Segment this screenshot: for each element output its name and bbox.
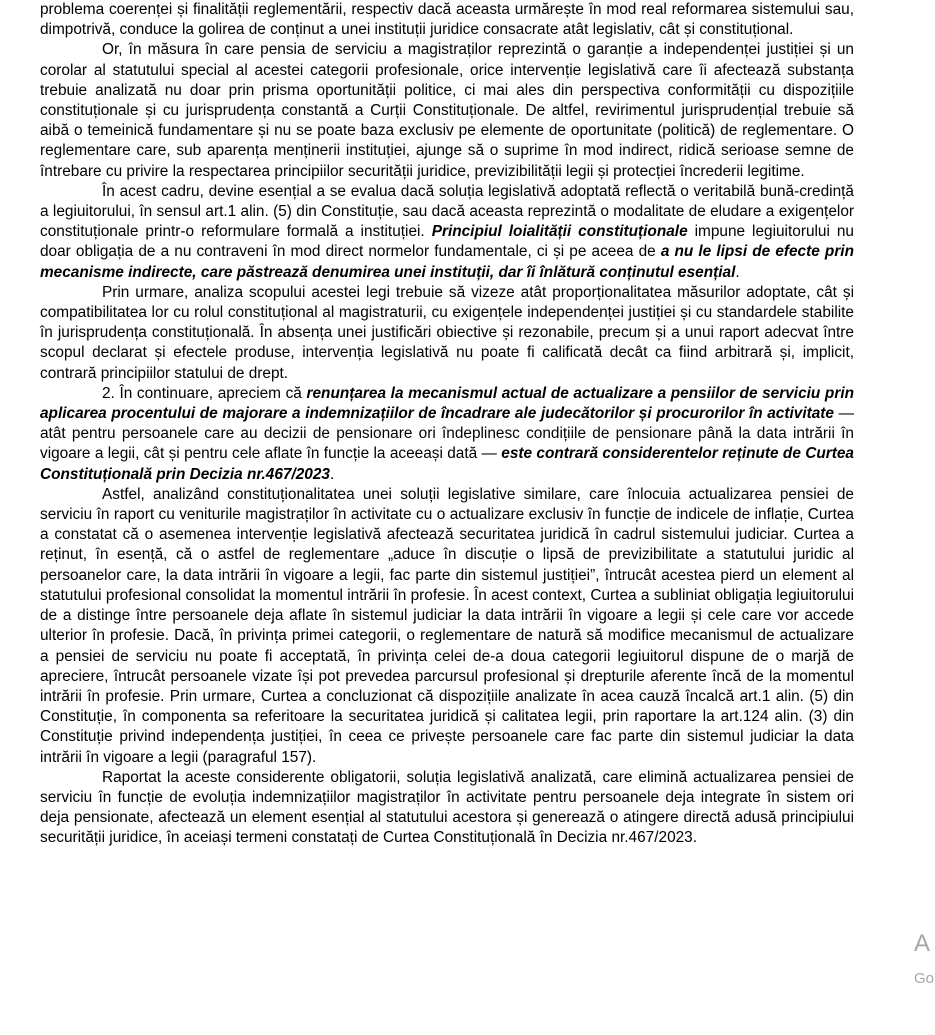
- paragraph-7: [40, 768, 854, 849]
- paragraph-1: [40, 0, 854, 40]
- emphasis-text: a nu le lipsi de efecte prin mecanisme indirecte, care păstrează denumirea unei instituții, dar îi înlătură conținutul esențial: [40, 243, 854, 281]
- paragraph-2: [40, 40, 854, 181]
- paragraph-5: [40, 384, 854, 485]
- text-run: .: [735, 263, 740, 281]
- paragraph-3: [40, 182, 854, 283]
- text-run: În acest cadru, devine esențial a se evalua dacă soluția legislativă adoptată reflectă o veritabilă bună-credință a legiuitorului, în sensul art.1 alin. (5) din Constituție, sau dacă aceasta reprezintă o modalitate de eludare a exigențelor constituționale printr-o reformulare formală a instituției.: [40, 182, 854, 241]
- text-run: impune legiuitorului nu doar obligația de a nu contraveni în mod direct normelor fundamentale, ci și pe aceea de: [40, 223, 854, 261]
- text-run: Prin urmare, analiza scopului acestei legi trebuie să vizeze atât proporționalitatea măsurilor adoptate, cât și compatibilitatea lor cu rolul constituțional al magistraturii, cu exigențele independenței justiției și cu standardele stabilite în jurisprudența constituțională. În absența unei justificări obiective și rezonabile, precum și a unui raport adecvat între scopul declarat și efectele produse, intervenția legislativă nu poate fi calificată decât ca fiind arbitrară și, implicit, contrară principiilor statului de drept.: [40, 283, 854, 382]
- document-body: [40, 0, 854, 849]
- activate-windows-watermark-subtitle: Go: [914, 970, 935, 987]
- text-run: Or, în măsura în care pensia de serviciu a magistraților reprezintă o garanție a independenței justiției și un corolar al statutului special al acestei categorii profesionale, orice intervenție legislativă care îi afectează substanța trebuie analizată nu doar prin prisma oportunității politice, ci mai ales din perspectiva conformității cu dispozițiile constituționale și cu jurisprudența constantă a Curții Constituționale. De altfel, revirimentul jurisprudențial trebuie să aibă o temeinică fundamentare și nu se poate baza exclusiv pe elemente de oportunitate (politică) de reglementare. O reglementare care, sub aparența menținerii instituției, ajunge să o suprime în mod indirect, ridică serioase semne de întrebare cu privire la respectarea principiilor securității juridice, previzibilității legii și protecției încrederii legitime.: [40, 41, 854, 180]
- text-run: problema coerenței și finalității reglementării, respectiv dacă aceasta urmărește în mod real reformarea sistemului sau, dimpotrivă, conduce la golirea de conținut a unei instituții juridice consacrate atât legislativ, cât și constituțional.: [40, 1, 854, 39]
- paragraph-4: [40, 283, 854, 384]
- text-run: .: [329, 465, 335, 483]
- emphasis-text: renunțarea la mecanismul actual de actualizare a pensiilor de serviciu prin aplicarea procentului de majorare a indemnizațiilor de încadrare ale judecătorilor și procurorilor în activitate: [40, 384, 854, 423]
- text-run: Raportat la aceste considerente obligatorii, soluția legislativă analizată, care elimină actualizarea pensiei de serviciu în funcție de evoluția indemnizațiilor magistraților în activitate pentru persoanele deja integrate în sistem ori deja pensionate, afectează un element esențial al statutului acestora și generează o atingere directă adusă principiului securității juridice, în aceiași termeni constatați de Curtea Constituțională în Decizia nr.467/2023.: [40, 768, 854, 847]
- emphasis-text: este contrară considerentelor reținute de Curtea Constituțională prin Decizia nr.467/2023: [40, 445, 854, 483]
- activate-windows-watermark-title: A: [914, 930, 931, 957]
- paragraph-6: [40, 485, 854, 768]
- text-run: — atât pentru persoanele care au decizii de pensionare ori îndeplinesc condițiile de pensionare până la data intrării în vigoare a legii, cât și pentru cele aflate în funcție la aceeași dată —: [40, 405, 854, 463]
- emphasis-text: Principiul loialității constituționale: [431, 223, 688, 241]
- text-run: Astfel, analizând constituționalitatea unei soluții legislative similare, care înlocuia actualizarea pensiei de serviciu în raport cu veniturile magistraților în activitate cu o actualizare exclusiv în funcție de indicele de inflație, Curtea a constatat că o asemenea intervenție legislativă afectează securitatea juridică în cadrul sistemului judiciar. Curtea a reținut, în esență, că o astfel de reglementare „aduce în discuție o lipsă de previzibilitate a statutului juridic al persoanelor care, la data intrării în vigoare a legii, fac parte din sistemul justiției”, întrucât acestea pierd un element al statutului profesional consolidat la momentul intrării în profesie. În acest context, Curtea a subliniat obligația legiuitorului de a distinge între persoanele deja aflate în sistemul judiciar la data intrării în vigoare a legii și cele care vor accede ulterior în profesie. Dacă, în privința primei categorii, o reglementare de natură să modifice mecanismul de actualizare a pensiei de serviciu nu poate fi acceptată, în privința celei de-a doua categorii legiuitorul dispune de o marjă de apreciere, întrucât persoanele vizate își pot prevedea parcursul profesional și drepturile aferente încă de la momentul intrării în profesie. Prin urmare, Curtea a concluzionat că dispozițiile analizate în acea cauză încalcă art.1 alin. (5) din Constituție, în componenta sa referitoare la securitatea juridică și calitatea legii, prin raportare la art.124 alin. (3) din Constituție privind independența justiției, în ceea ce privește persoanele care fac parte din sistemul judiciar la data intrării în vigoare a legii (paragraful 157).: [40, 485, 854, 766]
- text-run: 2. În continuare, apreciem că: [102, 384, 307, 402]
